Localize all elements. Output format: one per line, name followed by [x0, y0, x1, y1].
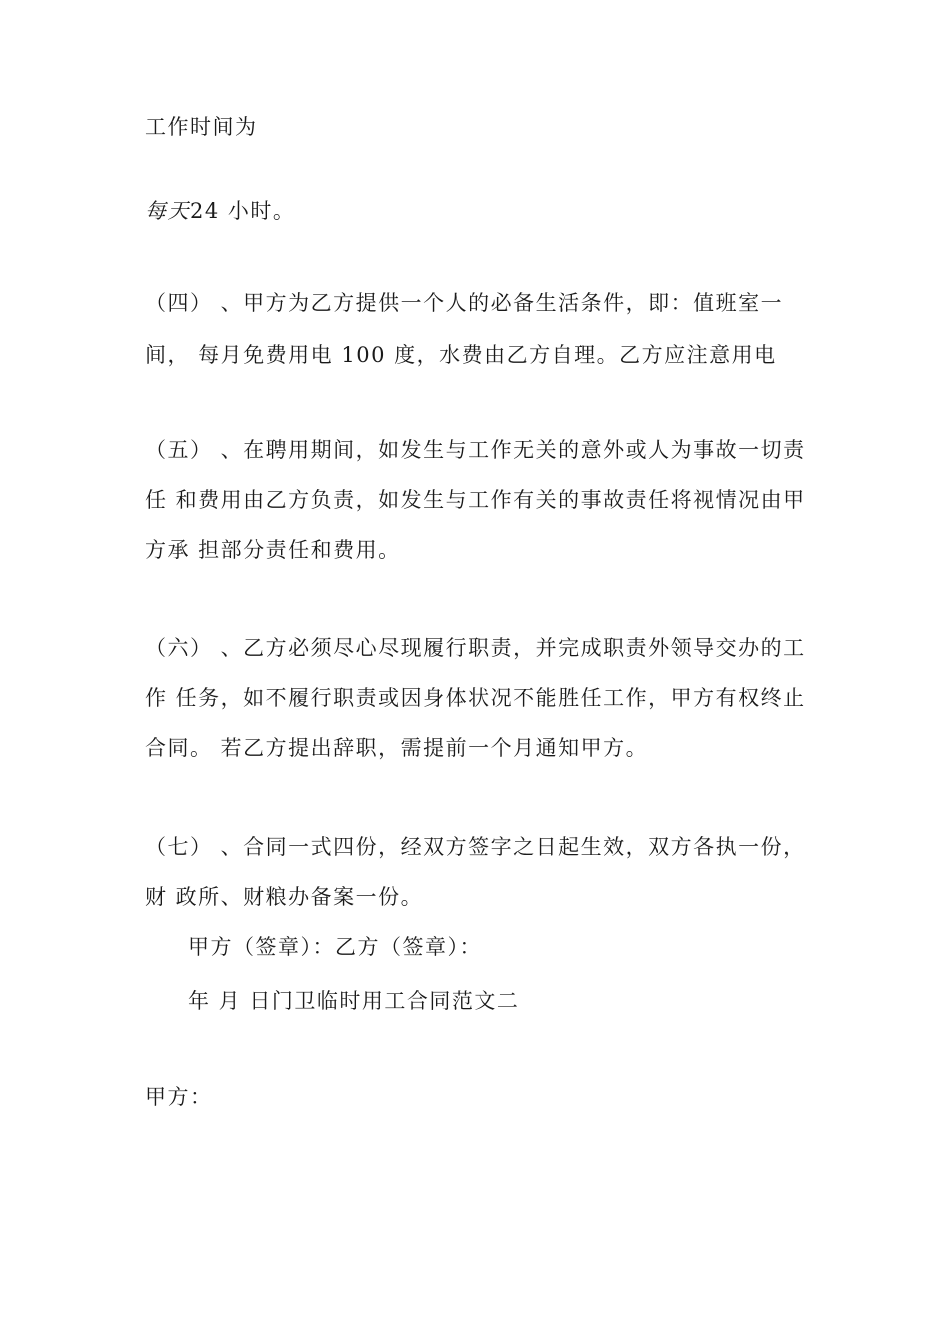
signature-line: 甲方（签章）：乙方（签章）： [188, 935, 482, 959]
party-a-line: 甲方： [145, 1085, 213, 1109]
clause-5-line-2: 任 和费用由乙方负责，如发生与工作有关的事故责任将视情况由甲 [145, 488, 806, 512]
text-hours: 24 小时。 [190, 199, 296, 223]
clause-6-line-2: 作 任务，如不履行职责或因身体状况不能胜任工作，甲方有权终止 [145, 686, 806, 710]
clause-7-line-1: （七） 、合同一式四份，经双方签字之日起生效，双方各执一份， [145, 835, 806, 859]
clause-5-line-3: 方承 担部分责任和费用。 [145, 538, 401, 562]
date-and-title-line: 年 月 日门卫临时用工合同范文二 [188, 989, 520, 1013]
clause-4-line-1: （四） 、甲方为乙方提供一个人的必备生活条件，即：值班室一 [145, 291, 784, 315]
clause-5-line-1: （五） 、在聘用期间，如发生与工作无关的意外或人为事故一切责 [145, 438, 806, 462]
clause-7-line-2: 财 政所、财粮办备案一份。 [145, 885, 424, 909]
text-daily: 每天 [145, 199, 190, 223]
text-line-work-time: 工作时间为 [145, 115, 258, 139]
clause-6-line-1: （六） 、乙方必须尽心尽现履行职责，并完成职责外领导交办的工 [145, 636, 806, 660]
clause-6-line-3: 合同。 若乙方提出辞职，需提前一个月通知甲方。 [145, 736, 649, 760]
text-line-daily-hours [145, 197, 295, 225]
clause-4-line-2: 间， 每月免费用电 100 度，水费由乙方自理。乙方应注意用电 [145, 343, 777, 367]
